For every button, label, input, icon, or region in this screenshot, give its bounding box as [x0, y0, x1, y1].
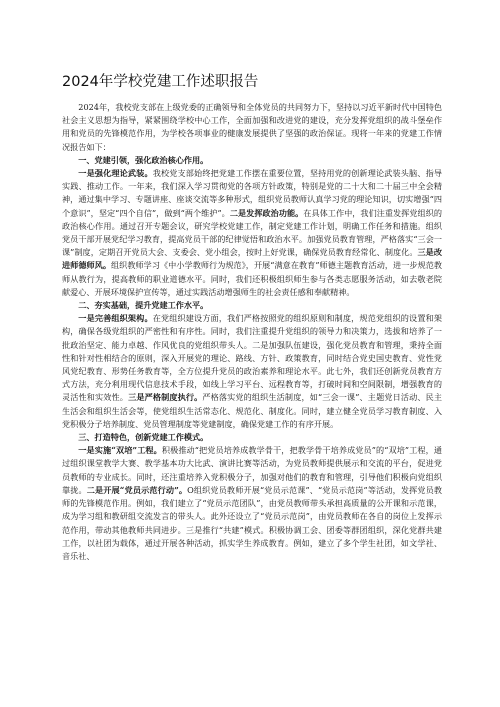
point-2-1-lead: 一是完善组织架构。 — [78, 313, 153, 324]
section-2-paragraph — [62, 312, 442, 431]
point-1-1-text: 我校党支部始终把党建工作摆在重要位置，坚持用党的创新理论武装头脑、指导实践、推动工作。一年来，我们深入学习贯彻党的各项方针政策，特别是党的二十大和二十届三中全会精神，通过集中学习、专题讲座、座谈交流等多种形式，组织党员教师认真学习党的理论知识，切实增强“四个意识”，坚定“四个自信”，做到“两个维护”。 — [62, 168, 442, 218]
point-3-1-lead: 一是实施“双培”工程。 — [78, 445, 162, 456]
section-1-heading: 一、党建引领，强化政治核心作用。 — [78, 154, 209, 165]
point-3-2-lead: 二是开展“党员示范行动”。 — [86, 484, 188, 495]
section-3-paragraph — [62, 444, 442, 563]
point-1-2-text: 在具体工作中，我们注重发挥党组织的政治核心作用。通过召开专题会议，研究学校党建工作，制定党建工作计划，明确工作任务和措施。组织党员干部开展党纪学习教育，提高党员干部的纪律觉悟和政治水平。加强党员教育管理，严格落实“三会一课”制度，定期召开党员大会、支委会、党小组会，按时上好党课，确保党员教育经常化、制度化。 — [62, 207, 442, 258]
point-1-2-lead: 二是发挥政治功能。 — [229, 207, 304, 218]
point-1-3-lead: 三是改进师德师风。 — [62, 247, 442, 271]
point-2-3-text: 严格落实党的组织生活制度，如“三会一课”、主题党日活动、民主生活会和组织生活会等，使党组织生活常态化、规范化、制度化。同时，建立健全党员学习教育制度、入党积极分子培养制度、党员管理制度等党建制度，确保党建工作的有序开展。 — [62, 392, 442, 429]
section-3-heading: 三、打造特色，创新党建工作模式。 — [78, 432, 209, 443]
point-1-1-lead: 一是强化理论武装。 — [78, 168, 153, 179]
section-1-paragraph — [62, 167, 442, 299]
document-body — [62, 101, 442, 563]
point-2-1-text: 在党组织建设方面，我们严格按照党的组织原则和制度，规范党组织的设置和架构，确保各级党组织的严密性和有序性。同时，我们注重提升党组织的领导力和决策力，选拔和培养了一批政治坚定、能力卓越、作风优良的党组织带头人。二是加强队伍建设，强化党员教育和管理，秉持全面性和针对性相结合的原则，深入开展党的理论、路线、方针、政策教育，同时结合党史国史教育、党性党风党纪教育、形势任务教育等，全方位提升党员的政治素养和理论水平。此七外，我们还创新党员教育方式方法，充分利用现代信息技术手段，如线上学习平台、远程教育等，打破时间和空间限制，增强教育的灵活性和实效性。 — [62, 313, 442, 403]
document-title: 2024年学校党建工作述职报告 — [62, 74, 259, 90]
intro-paragraph: 2024年，我校党支部在上级党委的正确领导和全体党员的共同努力下，坚持以习近平新时代中国特色社会主义思想为指导，紧紧围绕学校中心工作，全面加强和改进党的建设，充分发挥党组织的战斗堡垒作用和党员的先锋模范作用，为学校各项事业的健康发展提供了坚强的政治保证。现将一年来的党建工作情况报告如下： — [62, 102, 442, 152]
point-3-2-text: O组织党员教师开展“党员示范课”、“党员示范岗”等活动，发挥党员教师的先锋模范作用。例如，我们建立了“党员示范团队”，由党员教师带头承担高质量的公开课和示范课，成为学习组和教研组交流发言的带头人。此外还设立了“党员示范岗”，由党员教师在各自的岗位上发挥示范作用，带动其他教师共同进步。三是推行“共建”模式。积极协调工会、团委等群团组织，深化党群共建工作，以社团为载体，通过开展各种活动，抓实学生养成教育。例如，建立了多个学生社团，如文学社、音乐社、 — [62, 484, 442, 561]
section-2-heading: 二、夯实基础，提升党建工作水平。 — [78, 300, 209, 311]
point-3-1-text: 积极推动“把党员培养成教学骨干，把教学骨干培养成党员”的“双培”工程，通过组织课堂教学大赛、教学基本功大比武、演讲比赛等活动，为党员教师提供展示和交流的平台，促进党员教师的专业成长。同时，还注重培养入党积极分子，加强对他们的教育和管理，引导他们积极向党组织靠拢。 — [62, 445, 442, 495]
point-1-3-text: 组织教师学习《中小学教师行为规范》，开展“满意在教育”师德主题教育活动，进一步规范教师从教行为，提高教师的职业道德水平。同时，我们还积极组织师生参与各类志愿服务活动，如去敬老院献爱心、开展环境保护宣传等，通过实践活动增强师生的社会责任感和奉献精神。 — [62, 260, 442, 297]
point-2-3-lead: 三是严格制度执行。 — [128, 392, 203, 403]
